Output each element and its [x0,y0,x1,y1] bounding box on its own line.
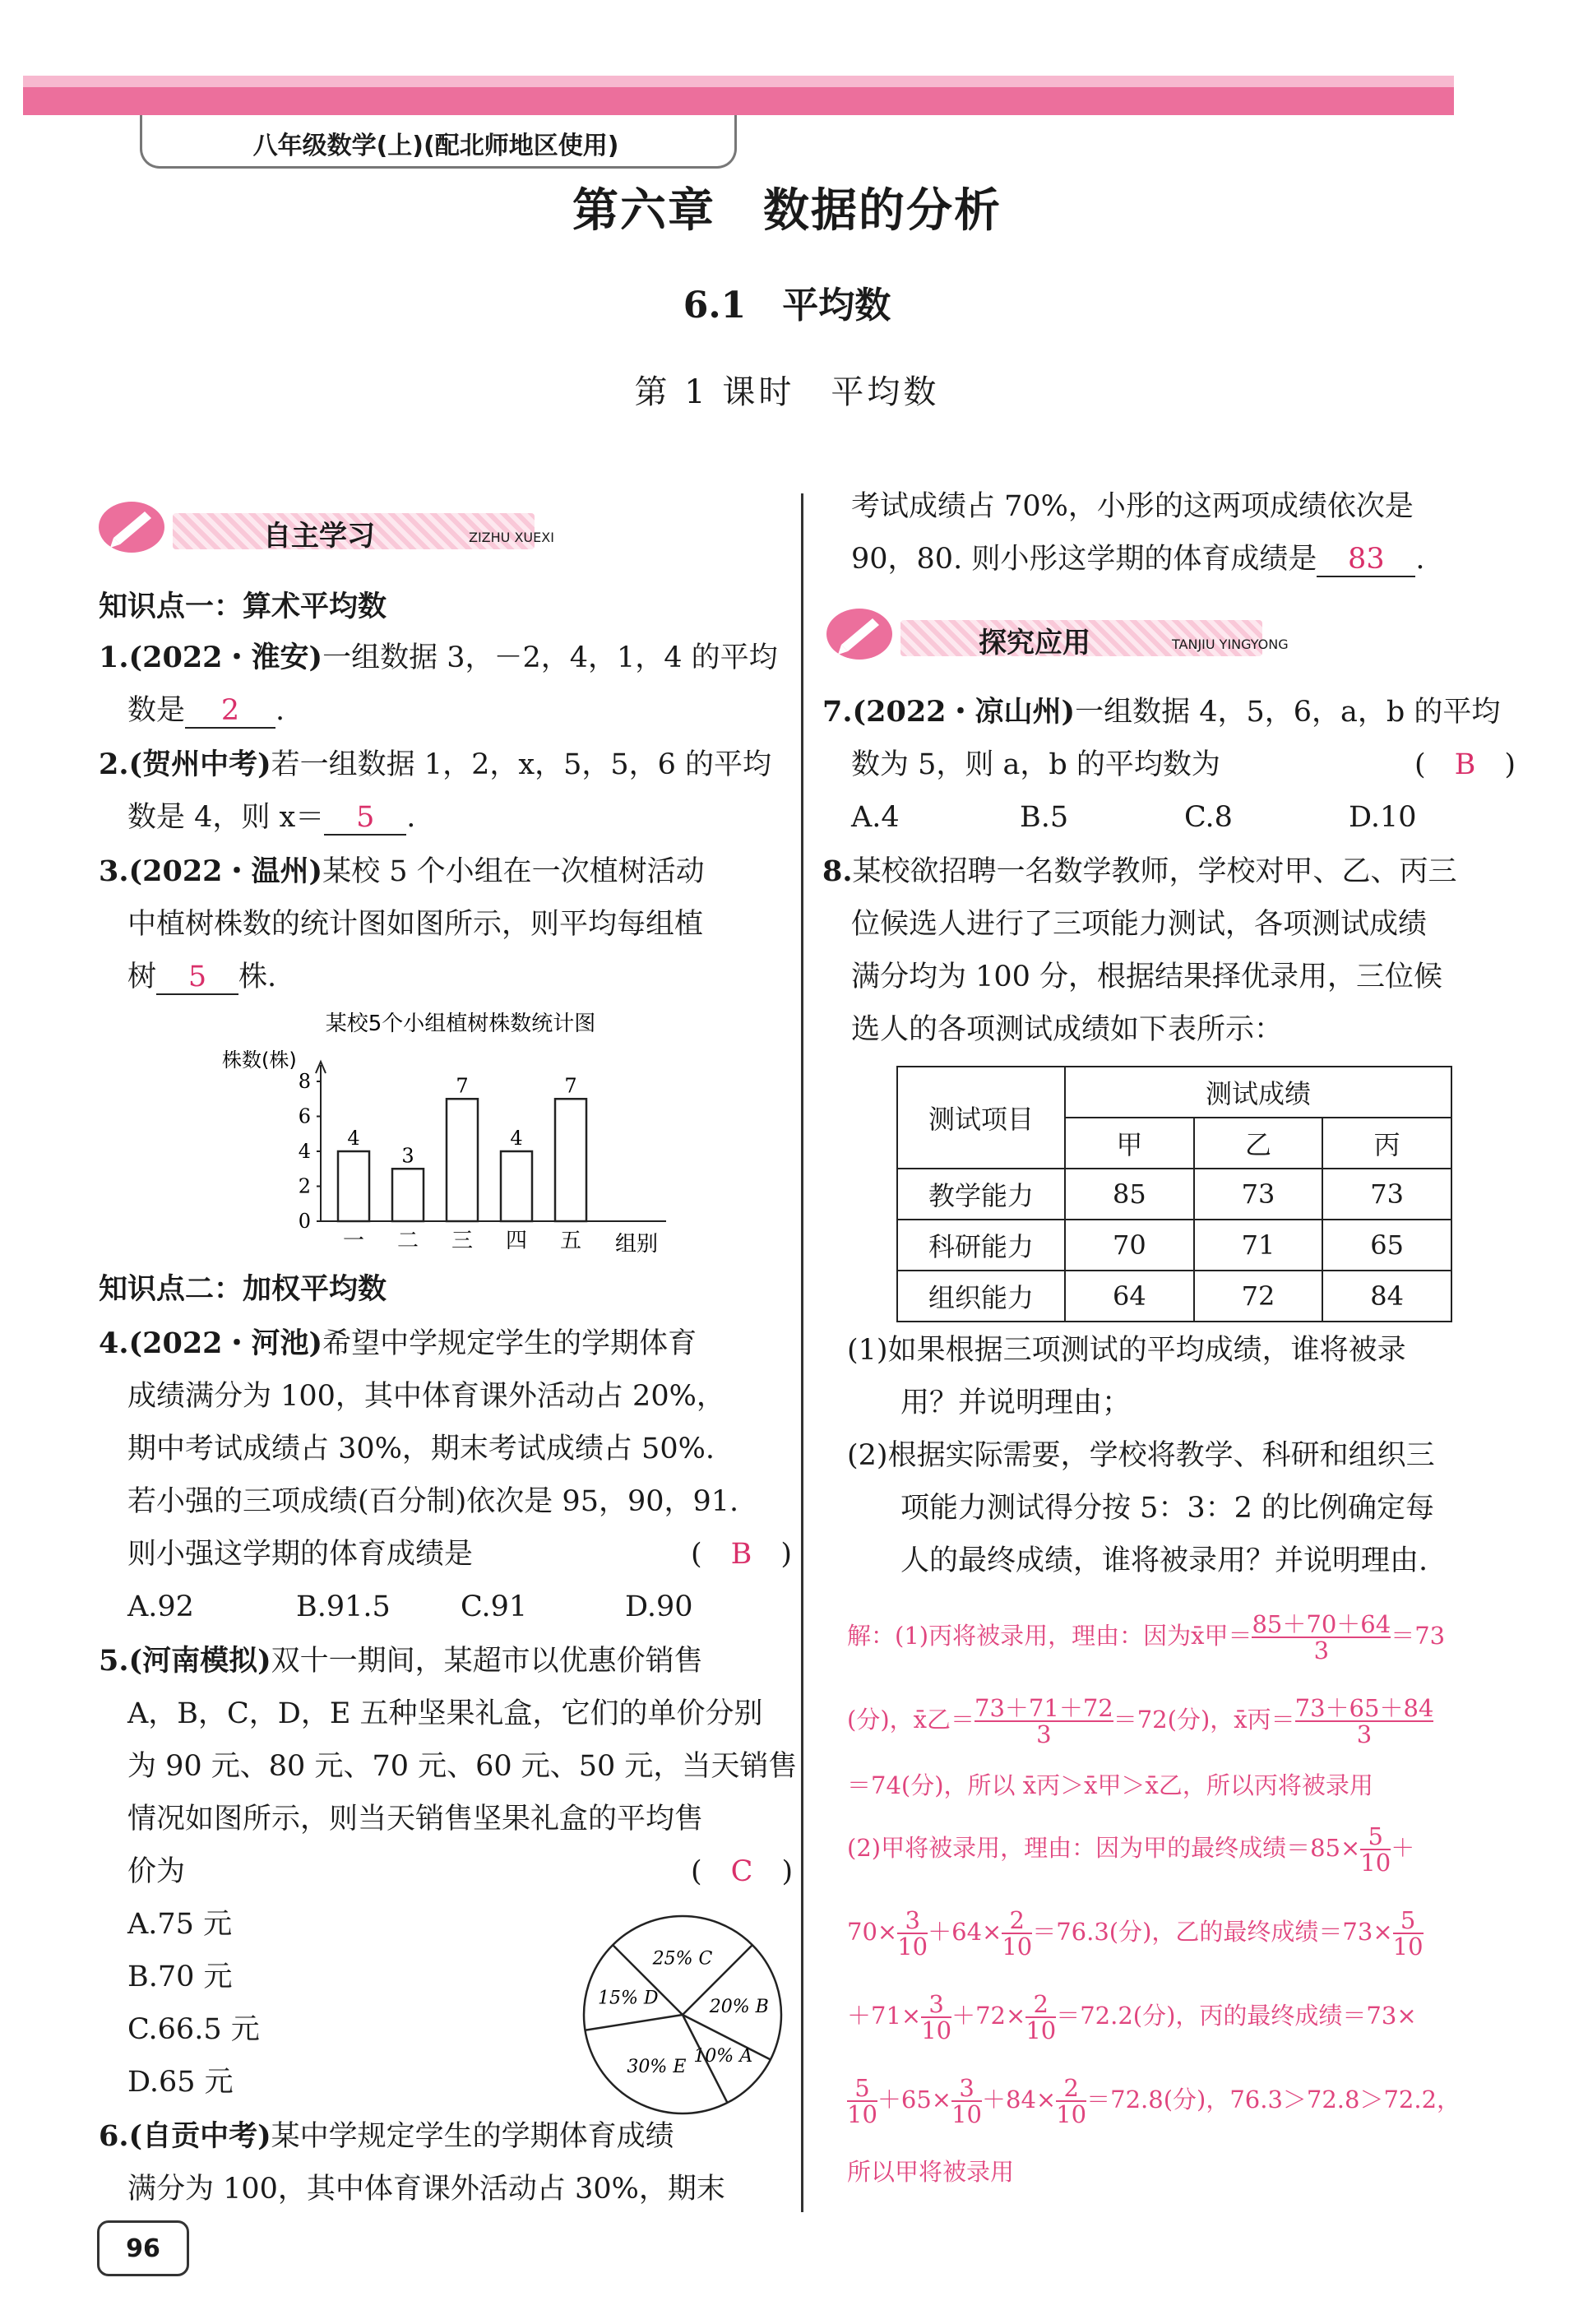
bar-value-label: 4 [510,1127,523,1150]
question-5: 5.(河南模拟)双十一期间，某超市以优惠价销售 [99,1644,703,1678]
chart-title: 某校5个小组植树株数统计图 [325,1012,596,1036]
x-tick-label: 一 [342,1229,365,1253]
option-a: A.92 [127,1590,194,1623]
question-6-line4: 90，80. 则小彤这学期的体育成绩是 83 . [851,543,1425,576]
option-a: A.4 [851,801,900,834]
question-8-part2-line2: 项能力测试得分按 5：3：2 的比例确定每 [900,1492,1435,1525]
solution-line3: ＝74(分)，所以 x̄丙＞x̄甲＞x̄乙，所以丙将被录用 [847,1771,1373,1799]
bar-value-label: 4 [347,1127,360,1150]
question-4: 4.(2022・河池)希望中学规定学生的学期体育 [99,1326,697,1360]
option-a: A.75 元 [127,1908,233,1941]
y-tick-label: 4 [298,1140,311,1163]
banner-label: 自主学习 [263,520,375,553]
pencil-icon [826,609,892,660]
question-5-line2: A，B，C，D，E 五种坚果礼盒，它们的单价分别 [127,1697,763,1730]
answer-paren: ( B ) [1414,748,1516,781]
bar [555,1099,586,1221]
pie-slice-label: 25% C [652,1948,713,1970]
section-title: 6.1 平均数 [683,285,891,326]
knowledge-point-2: 知识点二：加权平均数 [99,1272,387,1306]
question-3-line3: 树 5 株. [127,961,277,993]
table-header-candidate: 乙 [1194,1118,1323,1169]
y-tick-label: 6 [298,1104,311,1128]
question-5-line4: 情况如图所示，则当天销售坚果礼盒的平均售 [127,1803,704,1836]
answer-blank: 83 [1317,543,1415,577]
bar-chart [206,1007,699,1271]
y-tick-label: 8 [298,1070,311,1093]
bar [338,1151,369,1221]
option-b: B.5 [1020,801,1069,834]
option-c: C.91 [461,1590,528,1623]
bar-value-label: 3 [401,1144,414,1168]
score-table [896,1066,1452,1322]
table-header-candidate: 甲 [1065,1118,1194,1169]
bar-value-label: 7 [456,1074,469,1098]
question-4-line3: 期中考试成绩占 30%，期末考试成绩占 50%. [127,1433,715,1465]
question-4-line2: 成绩满分为 100，其中体育课外活动占 20%， [127,1380,725,1413]
option-d: D.65 元 [127,2066,234,2099]
bar [501,1151,532,1221]
table-row: 组织能力 64 72 84 [897,1271,1451,1322]
knowledge-point-1: 知识点一：算术平均数 [99,590,387,623]
option-c: C.66.5 元 [127,2013,260,2046]
table-row: 科研能力 70 71 65 [897,1220,1451,1271]
option-b: B.70 元 [127,1961,233,1993]
option-b: B.91.5 [296,1590,391,1623]
question-5-line3: 为 90 元、80 元、70 元、60 元、50 元，当天销售 [127,1750,798,1783]
pie-slice-label: 15% D [598,1988,659,2009]
pie-slice-label: 20% B [709,1997,769,2018]
option-d: D.90 [625,1590,693,1623]
question-8-part2: (2)根据实际需要，学校将教学、科研和组织三 [847,1439,1435,1472]
answer-blank: 5 [324,801,406,836]
banner-pinyin: ZIZHU XUEXI [469,530,554,545]
option-c: C.8 [1184,801,1233,834]
pencil-icon [99,502,164,553]
header-bar-highlight [23,76,1454,87]
pie-chart [576,1908,789,2122]
chapter-title: 第六章 数据的分析 [572,184,1002,238]
answer-paren: ( C ) [691,1855,794,1888]
x-tick-label: 四 [505,1229,528,1253]
chart-ylabel: 株数(株) [222,1049,297,1072]
x-tick-label: 二 [396,1229,419,1253]
question-4-line4: 若小强的三项成绩(百分制)依次是 95，90，91. [127,1485,739,1518]
x-tick-label: 五 [559,1229,582,1253]
question-7: 7.(2022・凉山州)一组数据 4，5，6，a，b 的平均 [822,695,1501,729]
banner-self-study [99,502,641,559]
question-1: 1.(2022・淮安)一组数据 3，－2，4，1，4 的平均 [99,641,778,674]
question-5-line5: 价为 [127,1855,186,1888]
question-7-line2: 数为 5，则 a，b 的平均数为 [851,748,1220,781]
book-title: 八年级数学(上)(配北师地区使用) [252,132,619,160]
solution-line2: (分)，x̄乙＝ $\frac{73+71+72}{3}$ ＝72(分)，x̄丙＝ $\frac{73+65+84}{3}$ [847,1694,1434,1748]
question-6-line2: 满分为 100，其中体育课外活动占 30%，期末 [127,2173,725,2206]
solution-line5: 70× $\frac{3}{10}$ ＋64× $\frac{2}{10}$ ＝76.3(分)，乙的最终成绩＝73× $\frac{5}{10}$ [847,1906,1424,1961]
question-1-line2: 数是 2 . [127,694,285,727]
solution-line1: 解：(1)丙将被录用，理由：因为x̄甲＝ $\frac{85+70+64}{3}$ ＝73 [847,1610,1446,1664]
option-d: D.10 [1349,801,1417,834]
question-6: 6.(自贡中考)某中学规定学生的学期体育成绩 [99,2119,674,2153]
y-tick-label: 2 [298,1174,311,1198]
solution-line8: 所以甲将被录用 [847,2158,1015,2186]
banner-label: 探究应用 [979,627,1090,660]
column-divider [801,493,803,2212]
question-2-line2: 数是 4，则 x＝ 5 . [127,801,416,834]
question-3: 3.(2022・温州)某校 5 个小组在一次植树活动 [99,854,705,888]
bar [392,1169,424,1221]
pie-slice-label: 30% E [627,2057,687,2078]
question-6-line3: 考试成绩占 70%，小彤的这两项成绩依次是 [851,490,1414,523]
table-header-candidate: 丙 [1322,1118,1451,1169]
question-2: 2.(贺州中考)若一组数据 1，2，x，5，5，6 的平均 [99,748,772,781]
answer-blank: 5 [156,961,238,995]
lesson-title: 第 1 课时 平均数 [634,373,940,411]
question-8-part2-line3: 人的最终成绩，谁将被录用？并说明理由. [900,1544,1428,1577]
question-8: 8.某校欲招聘一名数学教师，学校对甲、乙、丙三 [822,854,1457,888]
solution-line6: ＋71× $\frac{3}{10}$ ＋72× $\frac{2}{10}$ ＝72.2(分)，丙的最终成绩＝73× [847,1990,1417,2044]
table-row: 教学能力 85 73 73 [897,1169,1451,1220]
question-8-line4: 选人的各项测试成绩如下表所示： [851,1013,1284,1046]
solution-line4: (2)甲将被录用，理由：因为甲的最终成绩＝85× $\frac{5}{10}$ ＋ [847,1822,1415,1877]
x-tick-label: 三 [451,1229,474,1253]
x-axis-label: 组别 [615,1232,659,1257]
question-8-part1: (1)如果根据三项测试的平均成绩，谁将被录 [847,1334,1406,1367]
table-header-score: 测试成绩 [1065,1067,1451,1118]
table-header-item: 测试项目 [897,1067,1065,1169]
banner-explore [826,609,1369,666]
question-8-part1-line2: 用？并说明理由； [900,1387,1132,1419]
question-3-line2: 中植树株数的统计图如图所示，则平均每组植 [127,908,704,941]
banner-pinyin: TANJIU YINGYONG [1172,637,1289,652]
question-8-line3: 满分均为 100 分，根据结果择优录用，三位候 [851,961,1443,993]
answer-blank: 2 [185,694,275,729]
question-4-line5: 则小强这学期的体育成绩是 [127,1538,474,1571]
solution-line7: $\frac{5}{10}$ ＋65× $\frac{3}{10}$ ＋84× $\frac{2}{10}$ ＝72.8(分)，76.3＞72.8＞72.2， [847,2074,1461,2128]
page-number: 96 [97,2220,189,2276]
pie-slice-label: 10% A [693,2046,753,2067]
answer-paren: ( B ) [691,1538,793,1571]
question-8-line2: 位候选人进行了三项能力测试，各项测试成绩 [851,908,1428,941]
bar [447,1099,478,1221]
y-tick-label: 0 [298,1210,311,1233]
bar-value-label: 7 [564,1074,577,1098]
chevron-right-icon [1515,74,1558,117]
